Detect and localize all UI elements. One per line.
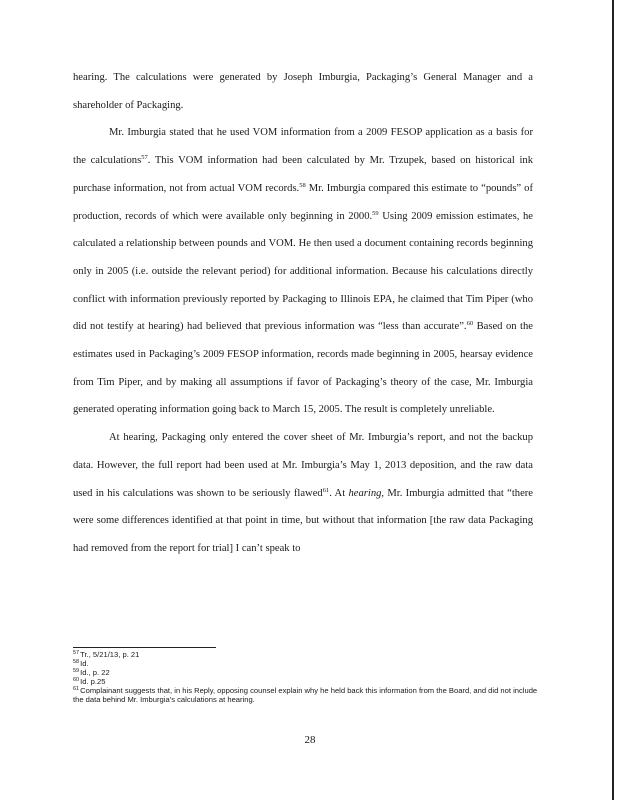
body-text <box>73 64 533 563</box>
paragraph-2-text-d: Using 2009 emission estimates, he calculated a relationship between pounds and VOM. He then used a document containing records beginning only in 2005 (i.e. outside the relevant period) for additional information. Because his calculations directly conflict with information previously reported by Packaging to Illinois EPA, he claimed that Tim Piper (who did not testify at hearing) had believed that previous information was “less than accurate”. <box>73 210 533 333</box>
footnote-ref-58[interactable]: 58 <box>299 181 306 189</box>
paragraph-1-text: hearing. The calculations were generated by Joseph Imburgia, Packaging’s General Manager and a shareholder of Packaging. <box>73 72 533 111</box>
paragraph-3-text-c: , Mr. Imburgia admitted that “there were some differences identified at that point in time, but without that information [the raw data Packaging had removed from the report for trial] I can’t speak to <box>73 487 534 554</box>
paragraph-2 <box>73 119 533 424</box>
paragraph-3 <box>73 424 533 563</box>
footnote-number: 57 <box>73 650 80 656</box>
footnote-text: Id. <box>80 659 89 668</box>
footnote-text: Complainant suggests that, in his Reply, opposing counsel explain why he held back this information from the Board, and did not include the data behind Mr. Imburgia’s calculations at hearing. <box>73 686 538 704</box>
paragraph-3-text-a: At hearing, Packaging only entered the cover sheet of Mr. Imburgia’s report, and not the backup data. However, the full report had been used at Mr. Imburgia’s May 1, 2013 deposition, and the raw data used in his calculations was shown to be seriously flawed <box>73 432 533 499</box>
footnote-ref-59[interactable]: 59 <box>372 209 379 217</box>
footnote-text: Tr., 5/21/13, p. 21 <box>80 650 140 659</box>
paragraph-1 <box>73 64 533 119</box>
footnote-text: Id. p.25 <box>80 677 106 686</box>
paragraph-2-text-b: . This VOM information had been calculated by Mr. Trzupek, based on historical ink purchase information, not from actual VOM records. <box>73 155 533 194</box>
footnote-59 <box>73 668 538 677</box>
footnote-ref-57[interactable]: 57 <box>141 154 148 162</box>
footnote-number: 58 <box>73 659 80 665</box>
footnote-61 <box>73 686 538 704</box>
page-edge-line <box>612 0 614 800</box>
footnotes <box>73 650 538 704</box>
footnote-number: 60 <box>73 677 80 683</box>
footnote-60 <box>73 677 538 686</box>
footnote-ref-60[interactable]: 60 <box>466 320 474 328</box>
footnote-ref-61[interactable]: 61 <box>322 486 330 494</box>
footnote-text: Id., p. 22 <box>80 668 110 677</box>
footnote-separator <box>73 647 216 648</box>
footnote-57 <box>73 650 538 659</box>
paragraph-2-text-a: Mr. Imburgia stated that he used VOM information from a 2009 FESOP application as a basis for the calculations <box>73 127 533 167</box>
paragraph-3-text-b: . At <box>329 487 349 499</box>
footnote-number: 61 <box>73 686 80 692</box>
footnote-58 <box>73 659 538 668</box>
footnote-number: 59 <box>73 668 80 674</box>
paragraph-3-italic: hearing <box>348 487 382 499</box>
paragraph-2-text-e: Based on the estimates used in Packaging’s 2009 FESOP information, records made beginning in 2005, hearsay evidence from Tim Piper, and by making all assumptions if favor of Packaging’s theory of the case, Mr. Imburgia generated operating information going back to March 15, 2005. The result is completely unreliable. <box>73 321 534 416</box>
page-number: 28 <box>304 734 316 746</box>
paragraph-2-text-c: Mr. Imburgia compared this estimate to “pounds” of production, records of which were available only beginning in 2000. <box>73 182 533 222</box>
